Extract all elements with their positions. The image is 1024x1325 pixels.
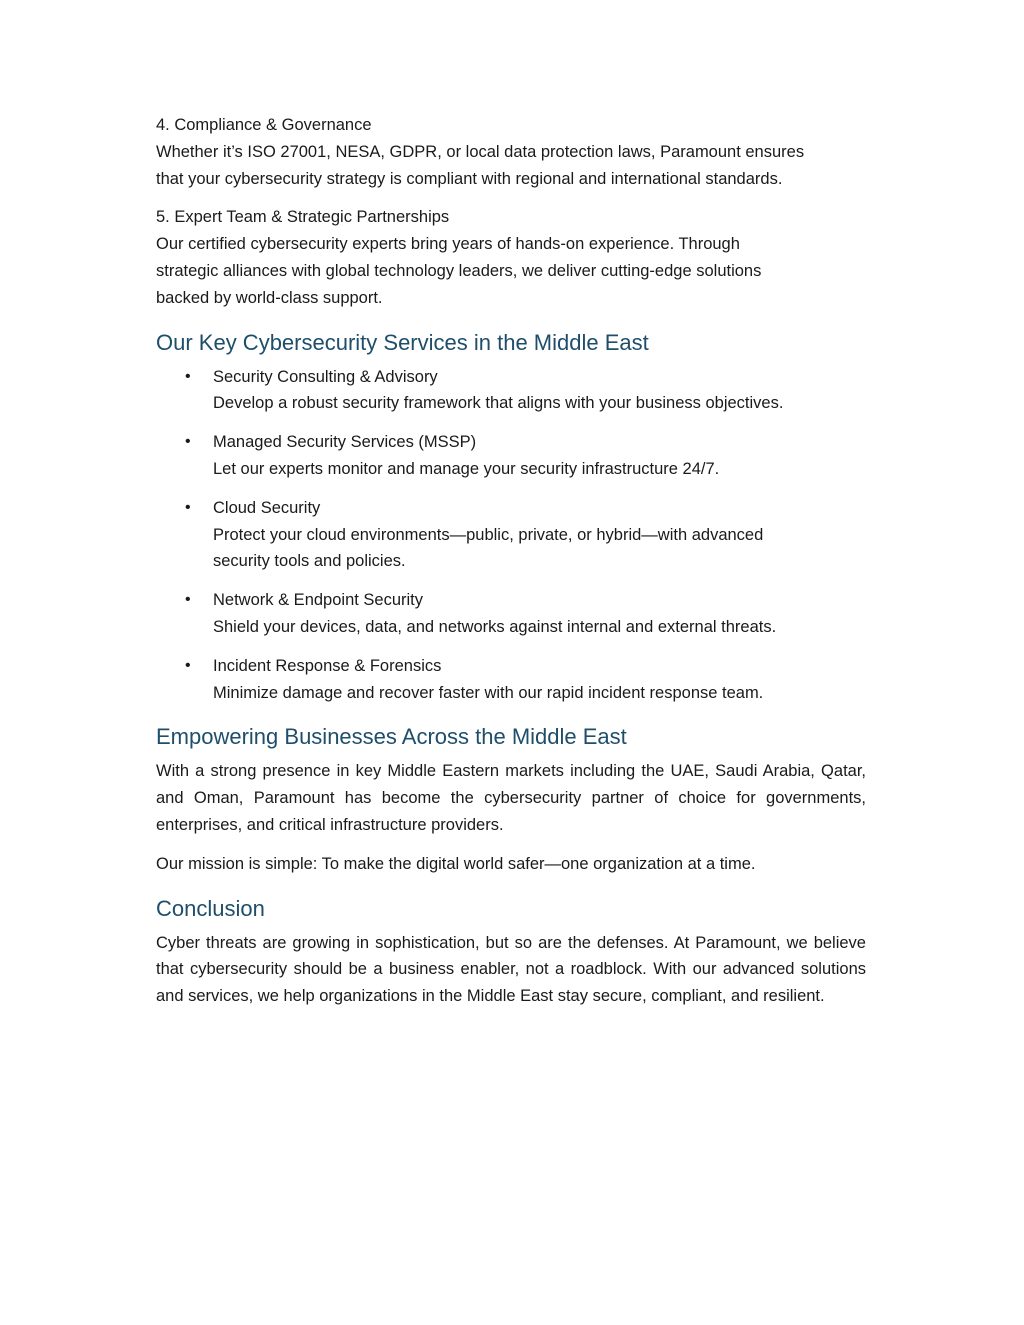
service-title: Cloud Security <box>213 498 321 517</box>
key-services-heading: Our Key Cybersecurity Services in the Middle East <box>156 329 649 355</box>
document-page <box>156 112 866 1022</box>
list-item <box>156 587 866 641</box>
service-description: security tools and policies. <box>213 552 406 571</box>
mission-paragraph: Our mission is simple: To make the digital world safer—one organization at a time. <box>156 854 756 873</box>
compliance-title: 4. Compliance & Governance <box>156 116 372 134</box>
service-description: Let our experts monitor and manage your security infrastructure 24/7. <box>213 459 720 478</box>
compliance-section <box>156 112 866 192</box>
bullet-icon: • <box>185 656 191 674</box>
service-title: Network & Endpoint Security <box>213 591 424 610</box>
service-description: Develop a robust security framework that aligns with your business objectives. <box>213 394 784 413</box>
service-description: Protect your cloud environments—public, private, or hybrid—with advanced <box>213 525 764 544</box>
key-services-list <box>156 364 866 707</box>
list-item <box>156 653 866 707</box>
expert-team-section <box>156 204 866 311</box>
service-title: Security Consulting & Advisory <box>213 367 438 386</box>
service-description: Minimize damage and recover faster with our rapid incident response team. <box>213 683 764 702</box>
expert-team-title: 5. Expert Team & Strategic Partnerships <box>156 208 450 227</box>
list-item <box>156 495 866 575</box>
expert-team-line-1: Our certified cybersecurity experts bring years of hands-on experience. Through <box>156 235 740 254</box>
expert-team-line-2: strategic alliances with global technology leaders, we deliver cutting-edge solutions <box>156 261 762 280</box>
bullet-icon: • <box>185 367 191 385</box>
conclusion-heading: Conclusion <box>156 895 265 921</box>
expert-team-line-3: backed by world-class support. <box>156 288 383 307</box>
service-title: Incident Response & Forensics <box>213 656 442 675</box>
list-item <box>156 429 866 483</box>
bullet-icon: • <box>185 591 191 609</box>
empowering-paragraph: With a strong presence in key Middle Eastern markets including the UAE, Saudi Arabia, Qatar, and Oman, Paramount has become the cybersecurity partner of choice for governments, enterprises, and critical infrastructure providers. <box>156 762 866 834</box>
list-item <box>156 364 866 418</box>
empowering-heading: Empowering Businesses Across the Middle East <box>156 724 627 750</box>
compliance-line-1: Whether it’s ISO 27001, NESA, GDPR, or local data protection laws, Paramount ensures <box>156 142 805 161</box>
service-title: Managed Security Services (MSSP) <box>213 433 477 452</box>
bullet-icon: • <box>185 498 191 516</box>
compliance-line-2: that your cybersecurity strategy is compliant with regional and international standards. <box>156 169 783 188</box>
conclusion-paragraph: Cyber threats are growing in sophistication, but so are the defenses. At Paramount, we believe that cybersecurity should be a business enabler, not a roadblock. With our advanced solutions and services, we help organizations in the Middle East stay secure, compliant, and resilient. <box>156 933 866 1006</box>
bullet-icon: • <box>185 433 191 451</box>
service-description: Shield your devices, data, and networks against internal and external threats. <box>213 617 777 636</box>
